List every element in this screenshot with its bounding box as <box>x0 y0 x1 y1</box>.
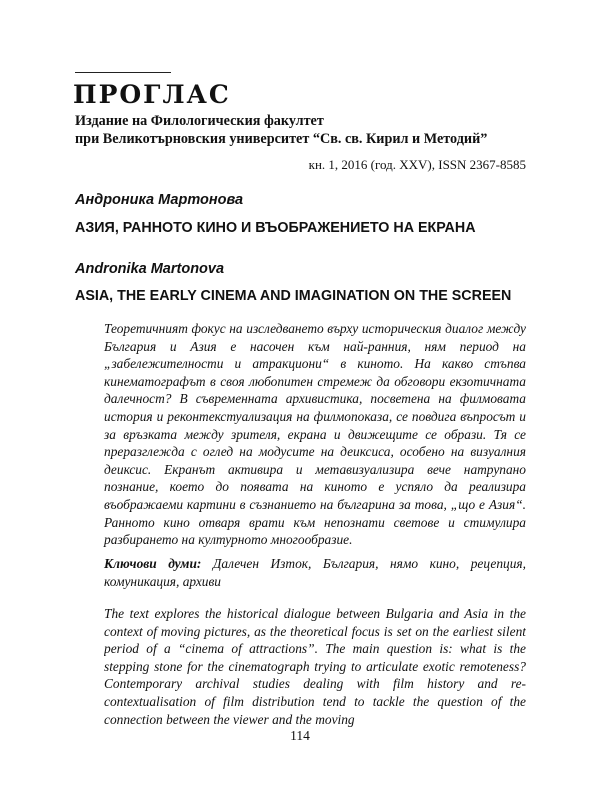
page-number: 114 <box>290 728 310 743</box>
journal-name: ПРОГЛАС <box>73 80 231 109</box>
abstract-en: The text explores the historical dialogue between Bulgaria and Asia in the context of moving pictures, as the theoretical focus is set on the earliest silent period of a “cinema of attractions”. The main question is: what is the stepping stone for the cinematograph trying to articulate exotic remoteness? Contemporary archival studies dealing with film history and re- contextualisation of film distribution tend to tackle the question of the connection between the viewer and the moving <box>104 606 526 727</box>
issue-info: кн. 1, 2016 (год. XXV), ISSN 2367-8585 <box>308 157 526 172</box>
abstract-bg: Теоретичният фокус на изследването върху историческия диалог между България и Азия е насочен към най-ранния, ням период на „забележителности и атракциони“ в киното. На какво стъпва кинематографът в своя любопитен стремеж да обговори екзотичната далечност? В съвременната архивистика, посветена на филмовата история и реконтекстуализация на филмопоказа, се повдига въпросът и за връзката между зрителя, екрана и движещите се образи. Тя се преразглежда с оглед на модусите на деиксиса, особено на визуалния деиксис. Екранът активира и метавизуализира вече натрупано познание, което до появата на киното е успяло да реализира въображаеми картини в съзнанието на българина за това, „що е Азия“. Ранното кино отваря врати към непознати светове и стимулира разбирането на културното многообразие. <box>104 321 526 548</box>
publisher-info <box>75 112 535 148</box>
header-rule <box>75 72 171 73</box>
keywords-list: Далечен Изток, България, нямо кино, рецепция, комуникация, архиви <box>104 556 526 589</box>
author-name-bg: Андроника Мартонова <box>75 192 244 208</box>
keywords-block <box>104 555 526 590</box>
author-name-en: Andronika Martonova <box>75 261 225 277</box>
publisher-line-1: Издание на Филологическия факултет <box>75 113 324 129</box>
keywords-label: Ключови думи: <box>104 556 202 571</box>
article-title-en: ASIA, THE EARLY CINEMA AND IMAGINATION ON THE SCREEN <box>75 288 512 304</box>
article-title-bg: АЗИЯ, РАННОТО КИНО И ВЪОБРАЖЕНИЕТО НА ЕКРАНА <box>75 220 476 236</box>
publisher-line-2: при Великотърновския университет “Св. св. Кирил и Методий” <box>75 131 488 147</box>
